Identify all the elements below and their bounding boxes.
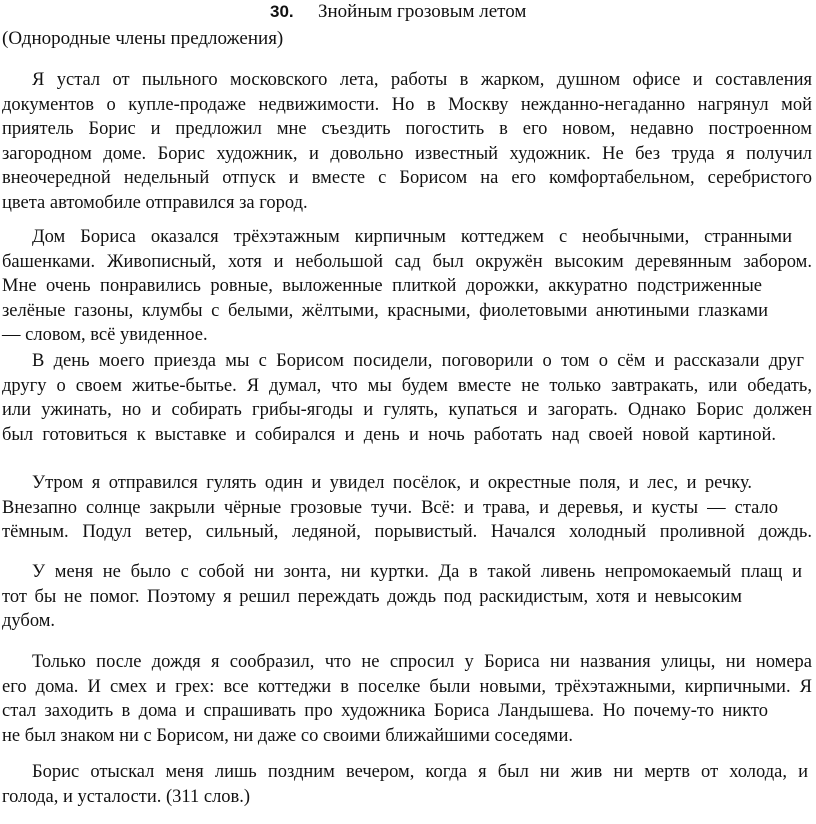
text-line: загородном доме. Борис художник, и довольно известный художник. Не без труда я получил bbox=[2, 143, 812, 164]
text-line: В день моего приезда мы с Борисом посидели, поговорили о том о сём и рассказали друг bbox=[32, 351, 804, 371]
paragraph-1 bbox=[2, 68, 812, 215]
text-line: Утром я отправился гулять один и увидел посёлок, и окрестные поля, и лес, и речку. bbox=[32, 473, 752, 493]
text-line: внеочередной недельный отпуск и вместе с Борисом на его комфортабельном, серебристого bbox=[2, 168, 812, 188]
text-line: Мне очень понравились ровные, выложенные плиткой дорожки, аккуратно подстриженные bbox=[2, 276, 762, 296]
text-line: дубом. bbox=[2, 611, 56, 631]
text-line: его дома. И смех и грех: все коттеджи в поселке были новыми, трёхэтажными, кирпичными. Я bbox=[2, 676, 812, 697]
paragraph-7 bbox=[2, 760, 812, 809]
paragraph-4 bbox=[2, 471, 812, 545]
text-line: голода, и усталости. (311 слов.) bbox=[2, 786, 251, 807]
text-line: башенками. Живописный, хотя и небольшой сад был окружён высоким деревянным забором. bbox=[2, 251, 812, 272]
text-line: приятель Борис и предложил мне съездить погостить в его новом, недавно построенном bbox=[2, 119, 812, 139]
text-line: Дом Бориса оказался трёхэтажным кирпичным коттеджем с необычными, странными bbox=[32, 227, 792, 247]
paragraph-2 bbox=[2, 225, 812, 348]
exercise-number: 30. bbox=[270, 2, 294, 21]
text-line: тот бы не помог. Поэтому я решил переждать дождь под раскидистым, хотя и невысоким bbox=[2, 586, 742, 607]
text-line: — словом, всё увиденное. bbox=[2, 325, 208, 345]
text-line: был готовиться к выставке и собирался и день и ночь работать над своей новой картиной. bbox=[2, 424, 776, 445]
text-line: документов о купле-продаже недвижимости. Но в Москву нежданно-негаданно нагрянул мой bbox=[2, 94, 812, 115]
text-line: тёмным. Подул ветер, сильный, ледяной, порывистый. Начался холодный проливной дождь. bbox=[2, 522, 812, 542]
paragraph-6 bbox=[2, 650, 812, 748]
text-line: Борис отыскал меня лишь поздним вечером, когда я был ни жив ни мертв от холода, и bbox=[32, 762, 808, 782]
text-line: не был знаком ни с Борисом, ни даже со своими ближайшими соседями. bbox=[2, 725, 574, 746]
text-line: или ужинать, но и собирать грибы-ягоды и гулять, купаться и загорать. Однако Борис должен bbox=[2, 400, 812, 420]
text-subtitle: (Однородные члены предложения) bbox=[2, 28, 284, 49]
text-line: стал заходить в дома и спрашивать про художника Бориса Ландышева. Но почему-то никто bbox=[2, 701, 768, 721]
text-line: Внезапно солнце закрыли чёрные грозовые тучи. Всё: и трава, и деревья, и кусты — стало bbox=[2, 497, 778, 518]
paragraph-3 bbox=[2, 349, 812, 447]
paragraph-5 bbox=[2, 560, 812, 634]
text-line: Только после дождя я сообразил, что не спросил у Бориса ни названия улицы, ни номера bbox=[32, 652, 812, 672]
text-line: Я устал от пыльного московского лета, работы в жарком, душном офисе и составления bbox=[32, 70, 812, 90]
text-line: цвета автомобиле отправился за город. bbox=[2, 192, 308, 213]
text-line: У меня не было с собой ни зонта, ни куртки. Да в такой ливень непромокаемый плащ и bbox=[32, 562, 802, 582]
text-title: Знойным грозовым летом bbox=[318, 1, 527, 22]
text-line: другу о своем житье-бытье. Я думал, что мы будем вместе не только завтракать, или обедать, bbox=[2, 375, 812, 396]
text-line: зелёные газоны, клумбы с белыми, жёлтыми, красными, фиолетовыми анютиными глазками bbox=[2, 300, 768, 321]
